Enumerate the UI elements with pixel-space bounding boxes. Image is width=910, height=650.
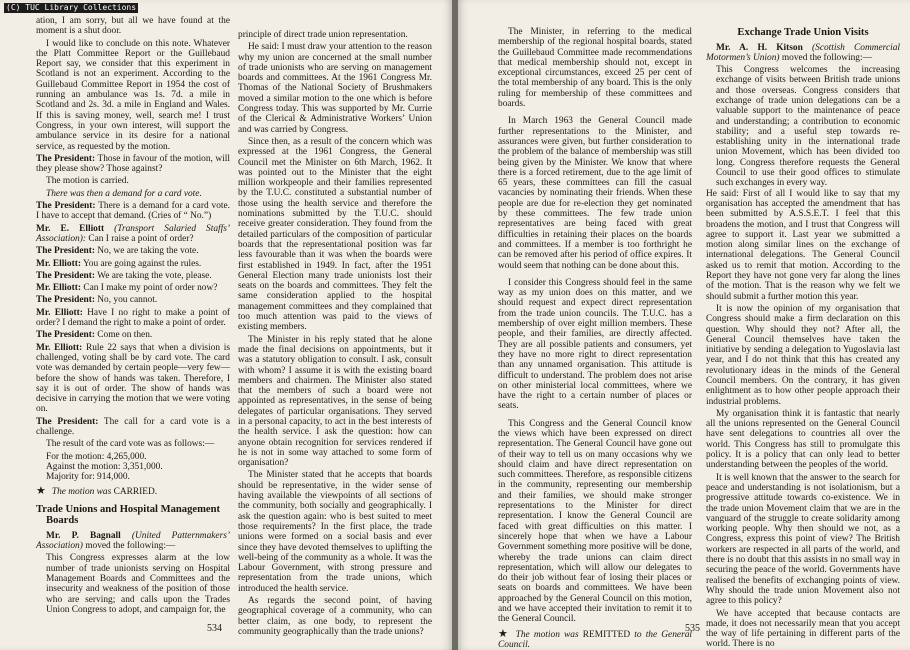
right-column-2 [706,27,900,650]
paragraph: I would like to conclude on this note. Whatever the Platt Committee Report or the Guillebaud Report say, we consider that this experiment in Scotland is not an experiment. According to the Guillebaud Committee Report in 1954 the cost of running an ambulance was 1s. 7d. a mile in Scotland and 2s. 3d. a mile in England and Wales. If this is saving money, well, search me! I trust Congress, in your own interest, will support the ambulance service in its desire for a national service, as requested by the motion. [36,38,230,152]
paragraph: This Congress and the General Council know the views which have been expressed on direct representation. The General Council have gone out of their way to tell us on many occasions why we should claim and have direct representation on such committees. Therefore, as responsible citizens in the community, representing our membership and their families, we should make stronger representations to the Minister for direct representation. I know the General Council are faced with great difficulties on this matter. I sincerely hope that when we have a Labour Government something more positive will be done, whereby the trade unions can claim direct representation, which will allow our delegates to do their job without fear of losing their places or seats on boards and committees. We have been approached by the General Council on this motion, and we have accepted their invitation to remit it to the General Council. [498,418,692,625]
paragraph: The Minister in his reply stated that he alone made the final decisions on appointments, but it was a statutory obligation to consult. I ask, consult with whom? I assume it is with the existing board members and chairmen. The Minister also stated that the members of such a board were not appointed as representatives, in the sense of being delegates of particular organisations. They served in a personal capacity, to act in the best interests of the health service. I ask the question: how can anyone obtain recognition for services rendered if he is not in some way attached to some form of organisation? [238,334,432,469]
vote-against: Against the motion: 3,351,000. [46,461,163,472]
mover-line: Mr. P. Bagnall (United Patternmakers’ Association) moved the following:— [36,530,230,552]
motion-text: This Congress welcomes the increasing exchange of visits between British trade unions and those overseas. Congress considers that exchange of trade union delegations can be a valuable support to the maintenance of peace and understanding; a contribution to economic stability; and a useful step towards re-establishing unity in the international trade union Movement, which has been divided too long. Congress therefore requests the General Council to use their good offices to stimulate such exchanges in every way. [716,65,900,189]
left-column-1 [36,16,230,615]
speaker-paragraph: The President: Come on then. [36,330,153,341]
speaker-paragraph: Mr. Elliott: Rule 22 says that when a division is challenged, voting shall be by card vote. The card vote was demanded by certain people—very few—before the show of hands was taken. Therefore, I say it is out of order. The show of hands was decisive in carrying the motion that we were voting on. [36,342,230,415]
paragraph: He said: First of all I would like to say that my organisation has accepted the amendment that has been submitted by A.S.S.E.T. I feel that this broadens the motion, and I trust that Congress will agree to support it. Last year we submitted a motion along similar lines on the exchange of international delegations. The General Council asked us to remit that motion. According to the Report they have not gone very far along the lines of the motion. That is the reason why we felt we should submit a further motion this year. [706,188,900,302]
speaker-paragraph: Mr. Elliott: Can I make my point of order now? [36,283,218,294]
speaker-paragraph: The President: There is a demand for a card vote. I have to accept that demand. (Cries of “ No.”) [36,201,230,222]
speaker-paragraph: Mr. Elliott: You are going against the rules. [36,258,202,269]
paragraph: There was then a demand for a card vote. [46,188,202,199]
speaker-paragraph: The President: Those in favour of the motion, will they please show? Those against? [36,153,230,175]
paragraph: The motion is carried. [46,176,129,187]
verdict-carried: ★ The motion was CARRIED. [36,485,158,498]
star-icon: ★ [36,485,46,498]
section-heading-exchange-visits: Exchange Trade Union Visits [737,27,869,38]
page-number: 534 [207,623,222,634]
left-column-2 [238,30,432,639]
copyright-watermark: (C) TUC Library Collections [6,3,137,12]
section-heading-hospital-boards: Trade Unions and Hospital Management Boards [36,503,221,527]
paragraph: As regards the second point, of having geographical coverage of a community, who can better claim, as one body, to represent the community geographically than the trade unions? [238,596,432,637]
paragraph: principle of direct trade union representation. [238,30,408,40]
speaker-paragraph: The President: The call for a card vote is a challenge. [36,416,230,437]
right-page [458,0,910,650]
paragraph: It is well known that the answer to the search for peace and understanding is not isolationism, but a progressive attitude towards co-existence. We in the trade union Movement claim that we are in the vanguard of the struggle to create solidarity among working people. Why then should we not, as a Congress, express this point of view? The British workers are respected in all parts of the world, and there is no doubt that this assists in no small way in securing the peace of the world. Governments have realised the benefits of exchanging points of view. Why should the trade union Movement also not agree to this policy? [706,472,900,607]
star-icon: ★ [498,627,510,640]
right-column-1 [498,27,692,650]
mover-line: Mr. A. H. Kitson (Scottish Commercial Motormen’s Union) moved the following:— [706,42,901,63]
vote-majority: Majority for: 914,000. [46,472,130,483]
paragraph: The result of the card vote was as follows:— [46,439,215,450]
speaker-paragraph: Mr. Elliott: Have I no right to make a point of order? I demand the right to make a point of order. [36,307,230,329]
paragraph: It is now the opinion of my organisation that Congress should make a firm declaration on this question. Why should they not? After all, the General Council themselves have taken the initiative by sending a delegation to Yugoslavia last year, and I do not think that this has created any revolutionary ideas in the minds of the General Council members. On the contrary, it has given enlightment as to how other people approach their industrial problems. [706,303,900,407]
left-col1-body [36,16,230,450]
paragraph: We have accepted that because contacts are made, it does not necessarily mean that you accept the way of life pertaining in different parts of the world. There is no [706,608,900,650]
verdict-remitted: ★ The motion was REMITTED to the General Council. [498,627,693,650]
motion-text: This Congress expresses alarm at the low number of trade unionists serving on Hospital Management Boards and Committees and the insecurity and weakness of the position of those who are serving; and calls upon the Trades Union Congress to adopt, and campaign for, the [46,553,230,615]
paragraph: He said: I must draw your attention to the reason why my union are concerned at the small number of trade unionists who are serving on management boards and committees. At the 1961 Congress Mr. Thomas of the National Society of Brushmakers moved a similar motion to the one which is before Congress today. This was supported by Mr. Currie of the Clerical & Administrative Workers’ Union and was carried by Congress. [238,42,432,135]
vote-for: For the motion: 4,265,000. [46,451,147,462]
speaker-paragraph: The President: No, you cannot. [36,295,158,306]
speaker-paragraph: Mr. E. Elliott (Transport Salaried Staffs’ Association): Can I raise a point of order? [36,223,230,244]
paragraph: The Minister stated that he accepts that boards should be representative, in the wider sense of having available the viewpoints of all sections of the community, both socially and geographically. I ask the question again: who is best suited to meet those requirements? In the first place, the trade unions were formed on a social basis and ever since they have devoted themselves to uplifting the well-being of the community as a whole. It was the Labour Government, with strong pressure and representation from the trade unions, which introduced the health service. [238,470,432,594]
paragraph: I consider this Congress should feel in the same way as my union does on this matter, and we should request and expect direct representation from the trade union councils. The T.U.C. has a membership of over eight million members. These people, and their families, are directly affected. They are all possible patients and consumers, yet they have no more right to direct representation than any unnamed organisation. This attitude is difficult to understand. The problem does not arise on other ministerial local committees, where we have the right to a certain number of places or seats. [498,277,692,412]
vote-results [36,452,230,483]
speaker-paragraph: The President: No, we are taking the vote. [36,246,199,257]
page-number: 535 [685,623,700,634]
paragraph: My organisation think it is fantastic that nearly all the unions represented on the General Council have sent delegations to countries all over the world. This Congress has still to promulgate this policy. It is a policy that can only lead to better understanding between the peoples of the world. [706,408,900,471]
paragraph: Since then, as a result of the concern which was expressed at the 1961 Congress, the General Council met the Minister on 6th March, 1962. It was pointed out to the Minister that the eight million workpeople and their families represented by the T.U.C. constituted a substantial number of those using the health service and therefore the nominations submitted by the T.U.C. should receive greater consideration. They found from the detailed particulars of the composition of particular boards that the representational position was far less favourable than it was when the boards were first established in 1949. In fact, after the 1951 General Election many trade unionists lost their seats on the boards and committees. They felt the same consideration applied to the hospital management committees and they complained that too much attention was paid to the views of existing members. [238,136,432,333]
paragraph: ation, I am sorry, but all we have found at the moment is a shut door. [36,16,230,37]
paragraph: The Minister, in referring to the medical membership of the regional hospital boards, stated the Guillebaud Committee made recommendations that medical membership should not, except in exceptional circumstances, exceed 25 per cent of the total membership of any board. This is the only ruling for membership of these committees and boards. [498,27,692,110]
speaker-paragraph: The President: We are taking the vote, please. [36,270,212,281]
paragraph: In March 1963 the General Council made further representations to the Minister, and assurances were given, but further consideration to the problem of the balance of membership was still being given by the Minister. We know that where there is a forced retirement, due to the age limit of 65 years, these committees can fill the casual vacancies by nominating their friends. When these people are due for re-election they get nominated by these committees. The few trade union representatives are being faced with great difficulties in retaining their places on the boards and committees. If a member is too forthright he can be removed after his period of office expires. It would seem that nothing can be done about this. [498,116,692,271]
left-page [0,0,452,650]
